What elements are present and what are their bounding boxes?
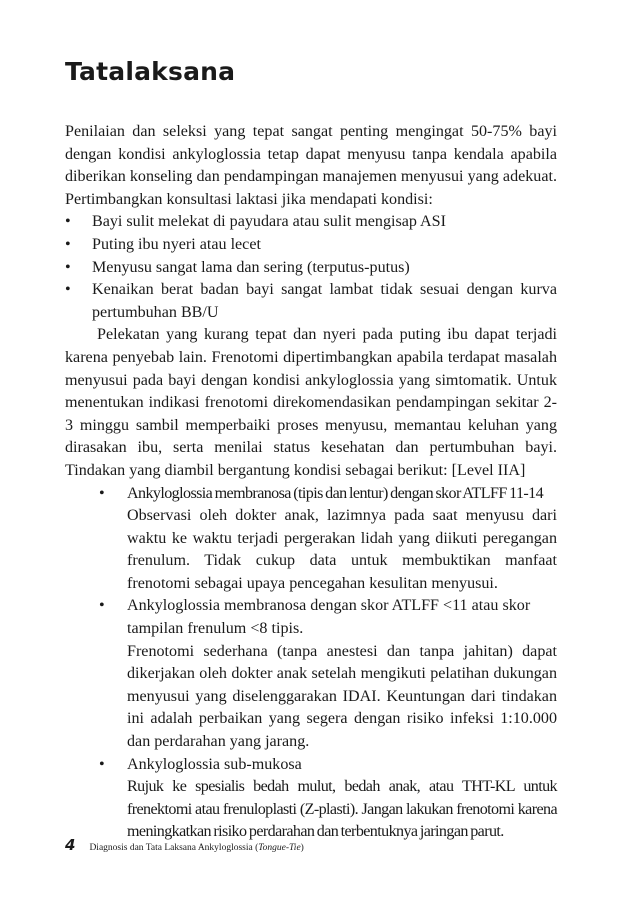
page-footer xyxy=(65,836,304,854)
action-title: • Ankyloglossia membranosa (tipis dan lentur) dengan skor ATLFF 11-14 xyxy=(127,484,544,502)
page-number: 4 xyxy=(65,836,76,854)
footer-title-close: ) xyxy=(300,843,304,853)
footer-title-italic: Tongue-Tie xyxy=(258,843,301,853)
actions-list xyxy=(65,483,557,845)
body-text xyxy=(65,121,557,844)
action-description: Observasi oleh dokter anak, lazimnya pada saat menyusu dari waktu ke waktu terjadi pergerakan lidah yang diikuti peregangan frenulum. Tidak cukup data untuk membuktikan manfaat frenotomi sebagai upaya pencegahan kesulitan menyusui. xyxy=(127,507,557,592)
action-description: Rujuk ke spesialis bedah mulut, bedah anak, atau THT-KL untuk frenektomi atau frenuloplasti (Z-plasti). Jangan lakukan frenotomi karena meningkatkan risiko perdarahan dan terbentuknya jaringan parut. xyxy=(127,778,557,841)
conditions-list xyxy=(65,211,557,324)
footer-book-title xyxy=(89,843,303,853)
condition-item: • Kenaikan berat badan bayi sangat lambat tidak sesuai dengan kurva pertumbuhan BB/U xyxy=(65,279,557,324)
action-item xyxy=(95,483,557,596)
action-description: Frenotomi sederhana (tanpa anestesi dan tanpa jahitan) dapat dikerjakan oleh dokter anak setelah mengikuti pelatihan dukungan menyusui yang diselenggarakan IDAI. Keuntungan dari tindakan ini adalah perbaikan yang segera dengan risiko infeksi 1:10.000 dan perdarahan yang jarang. xyxy=(127,642,557,751)
action-title: • Ankyloglossia membranosa dengan skor ATLFF <11 atau skor tampilan frenulum <8 tipis. xyxy=(127,597,531,638)
action-title: • Ankyloglossia sub-mukosa xyxy=(127,755,302,773)
footer-title-text: Diagnosis dan Tata Laksana Ankyloglossia ( xyxy=(89,843,259,853)
condition-item: • Menyusu sangat lama dan sering (terputus-putus) xyxy=(65,257,557,280)
paragraph-2: Pelekatan yang kurang tepat dan nyeri pada puting ibu dapat terjadi karena penyebab lain. Frenotomi dipertimbangkan apabila terdapat masalah menyusui pada bayi dengan kondisi ankyloglossia yang simtomatik. Untuk menentukan indikasi frenotomi direkomendasikan pendampingan sekitar 2-3 minggu sambil memperbaiki proses menyusu, memantau keluhan yang dirasakan ibu, serta menilai status kesehatan dan pertumbuhan bayi. Tindakan yang diambil bergantung kondisi sebagai berikut: [Level IIA] xyxy=(65,326,557,479)
action-item xyxy=(95,754,557,844)
condition-item: • Puting ibu nyeri atau lecet xyxy=(65,234,557,257)
condition-item: • Bayi sulit melekat di payudara atau sulit mengisap ASI xyxy=(65,211,557,234)
section-heading: Tatalaksana xyxy=(65,57,236,86)
intro-paragraph: Penilaian dan seleksi yang tepat sangat penting mengingat 50-75% bayi dengan kondisi ankyloglossia tetap dapat menyusu tanpa kendala apabila diberikan konseling dan pendampingan manajemen menyusui yang adekuat. Pertimbangkan konsultasi laktasi jika mendapati kondisi: xyxy=(65,123,557,208)
action-item xyxy=(95,595,557,753)
